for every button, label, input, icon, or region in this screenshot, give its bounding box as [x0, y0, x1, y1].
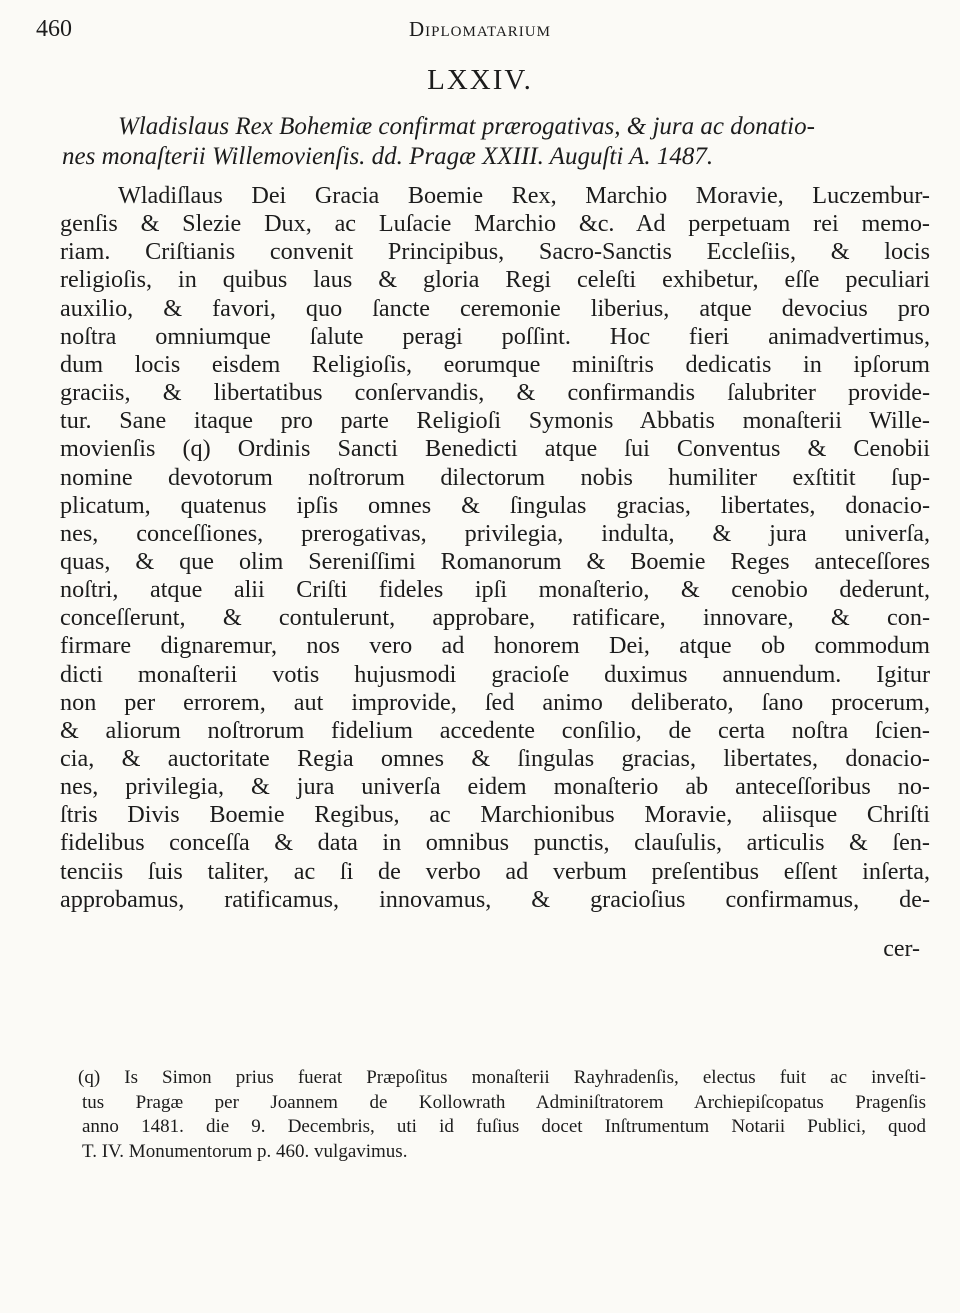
document-summary-line: Wladislaus Rex Bohemiæ confirmat prærogativas, & jura ac donatio-	[118, 113, 815, 140]
body-line: ſtris Divis Boemie Regibus, ac Marchionibus Moravie, aliisque Chriſti	[60, 801, 930, 829]
document-number: LXXIV.	[427, 64, 533, 96]
body-line: plicatum, quatenus ipſis omnes & ſingulas gracias, libertates, donacio-	[60, 491, 930, 519]
body-line: nes, conceſſiones, prerogativas, privilegia, indulta, & jura univerſa,	[60, 519, 930, 547]
body-line: fidelibus conceſſa & data in omnibus punctis, clauſulis, articulis & ſen-	[60, 829, 930, 857]
body-line: approbamus, ratificamus, innovamus, & gracioſius confirmamus, de-	[60, 885, 930, 913]
body-line: tur. Sane itaque pro parte Religioſi Symonis Abbatis monaſterii Wille-	[60, 407, 930, 435]
body-line: dicti monaſterii votis hujusmodi gracioſe duximus annuendum. Igitur	[60, 660, 930, 688]
footnote-line: (q) Is Simon prius fuerat Præpoſitus monaſterii Rayhradenſis, electus fuit ac inveſti-	[78, 1067, 926, 1088]
body-line: Wladiſlaus Dei Gracia Boemie Rex, Marchio Moravie, Luczembur-	[118, 182, 930, 209]
document-summary-line: nes monaſterii Willemovienſis. dd. Pragæ XXIII. Auguſti A. 1487.	[62, 143, 714, 170]
page-number: 460	[36, 16, 72, 42]
footnote-line: tus Pragæ per Joannem de Kollowrath Adminiſtratorem Archiepiſcopatus Pragenſis	[82, 1091, 926, 1113]
footnote-line: anno 1481. die 9. Decembris, uti id fuſius docet Inſtrumentum Notarii Publici, quod	[82, 1116, 926, 1137]
body-line: religioſis, in quibus laus & gloria Regi celeſti exhibetur, eſſe peculiari	[60, 266, 930, 294]
body-line: nomine devotorum noſtrorum dilectorum nobis humiliter exſtitit ſup-	[60, 463, 930, 491]
body-line: riam. Criſtianis convenit Principibus, Sacro-Sanctis Eccleſiis, & locis	[60, 238, 930, 266]
body-line: dum locis eisdem Religioſis, eorumque miniſtris dedicatis in ipſorum	[60, 350, 930, 378]
body-line: noſtra omniumque ſalute peragi poſſint. Hoc fieri animadvertimus,	[60, 322, 930, 350]
running-head: Diplomatarium	[409, 17, 551, 41]
footnote-line: T. IV. Monumentorum p. 460. vulgavimus.	[82, 1140, 408, 1162]
body-line: noſtri, atque alii Criſti fideles ipſi monaſterio, & cenobio dederunt,	[60, 576, 930, 604]
body-line: graciis, & libertatibus conſervandis, & confirmandis ſalubriter provide-	[60, 379, 930, 407]
body-line: tenciis ſuis taliter, ac ſi de verbo ad verbum preſentibus eſſent inſerta,	[60, 857, 930, 885]
body-line: & aliorum noſtrorum fidelium accedente conſilio, de certa noſtra ſcien-	[60, 716, 930, 744]
catchword: cer-	[883, 936, 920, 962]
body-line: firmare dignaremur, nos vero ad honorem Dei, atque ob commodum	[60, 632, 930, 660]
body-line: cia, & auctoritate Regia omnes & ſingulas gracias, libertates, donacio-	[60, 745, 930, 772]
body-line: non per errorem, aut improvide, ſed animo deliberato, ſano procerum,	[60, 688, 930, 716]
body-line: genſis & Slezie Dux, ac Luſacie Marchio &c. Ad perpetuam rei memo-	[60, 210, 930, 238]
body-line: quas, & que olim Sereniſſimi Romanorum & Boemie Reges anteceſſores	[60, 547, 930, 575]
body-line: movienſis (q) Ordinis Sancti Benedicti atque ſui Conventus & Cenobii	[60, 435, 930, 463]
body-line: auxilio, & favori, quo ſancte ceremonie liberius, atque devocius pro	[60, 294, 930, 322]
body-line: conceſſerunt, & contulerunt, approbare, ratificare, innovare, & con-	[60, 604, 930, 632]
body-line: nes, privilegia, & jura univerſa eidem monaſterio ab anteceſſoribus no-	[60, 773, 930, 801]
